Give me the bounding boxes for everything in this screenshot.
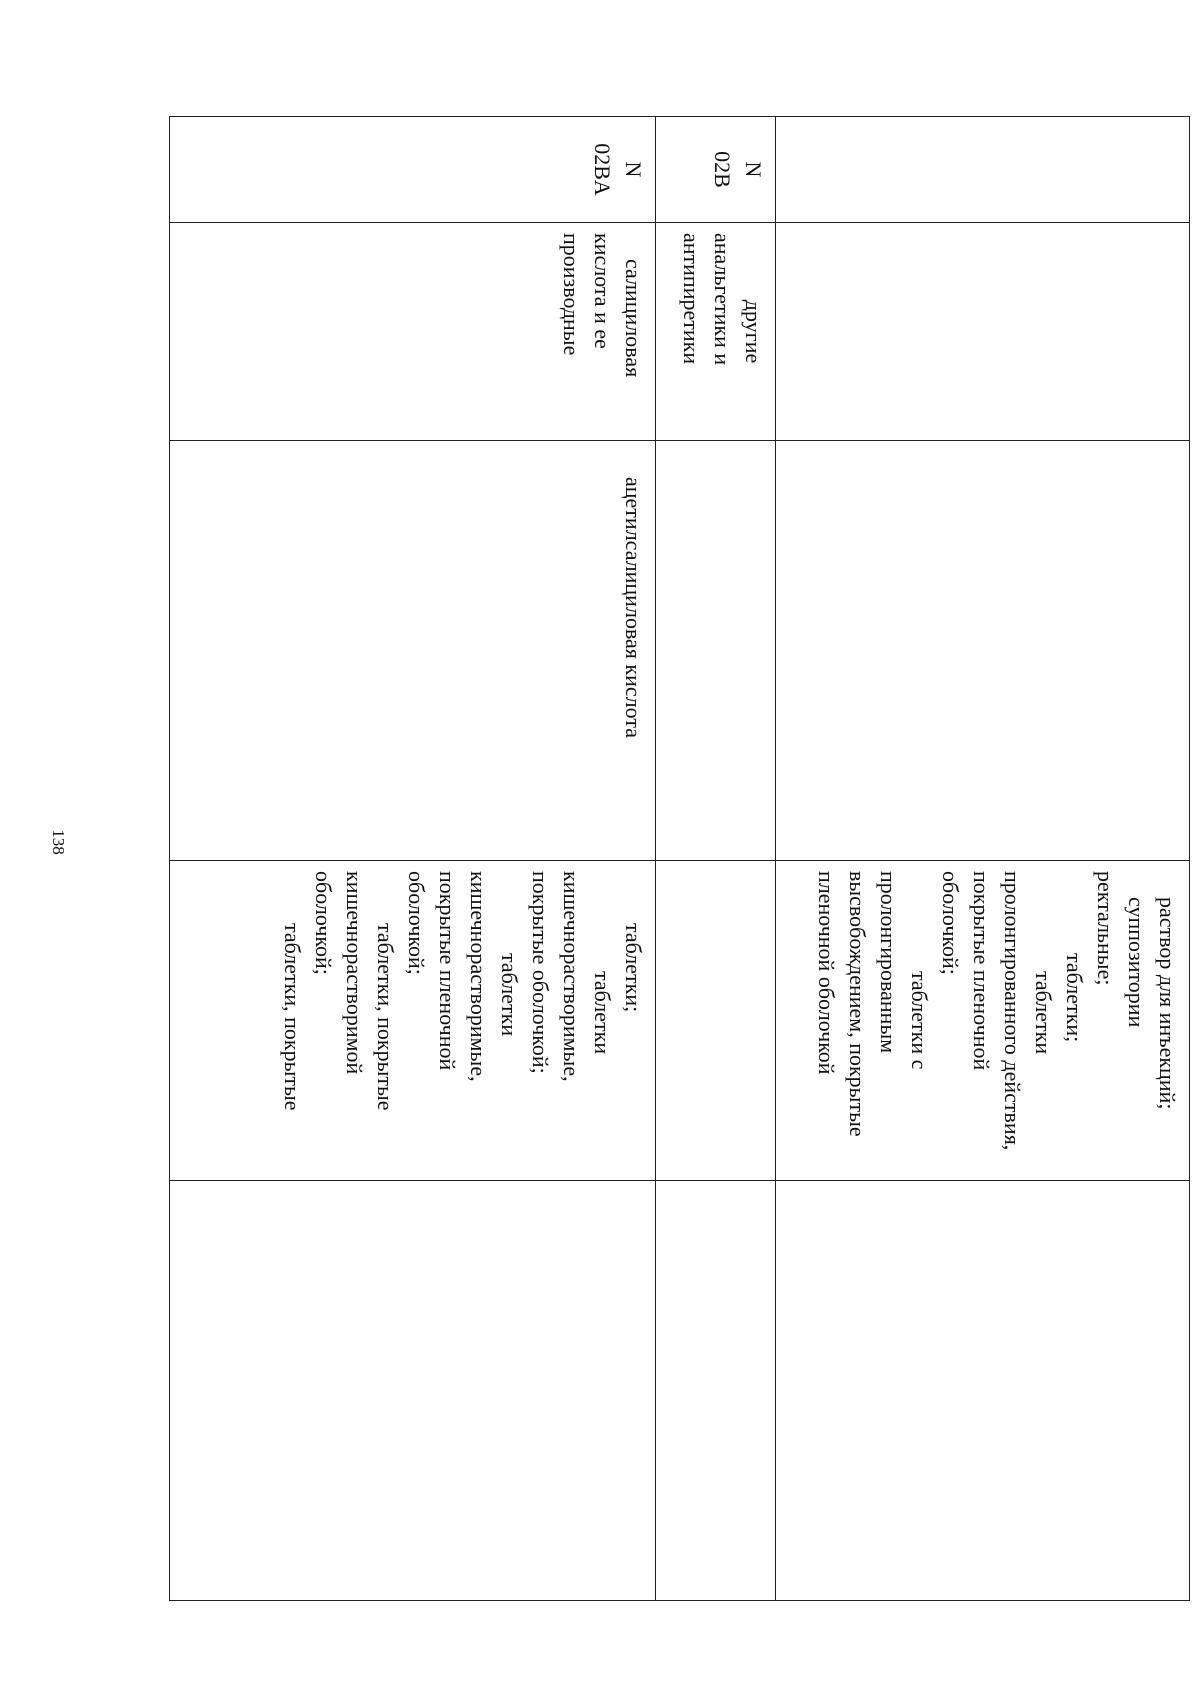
group-cell <box>170 223 656 441</box>
dosage-form-line: ректальные; <box>1093 871 1118 986</box>
page-number: 138 <box>49 829 68 855</box>
dosage-form-line: таблетки; <box>1062 953 1087 1043</box>
dosage-form-line: покрытые пленочной <box>435 871 460 1071</box>
dosage-form-line: оболочкой; <box>938 871 963 975</box>
dosage-form-line: таблетки, покрытые <box>373 923 398 1111</box>
dosage-form-line: кишечнорастворимые, <box>559 871 584 1082</box>
extra-cell <box>170 1181 656 1601</box>
dosage-form-line: раствор для инъекций; <box>1155 897 1180 1110</box>
dosage-forms-cell <box>776 861 1190 1181</box>
dosage-form-line: таблетки <box>1031 971 1056 1055</box>
table-stage <box>170 116 1190 1600</box>
dosage-form-line: таблетки с <box>907 971 932 1070</box>
atc-code-number: 02B <box>710 151 735 188</box>
substance-cell <box>776 441 1190 861</box>
group-name-line: антипиретики <box>679 233 704 365</box>
substance-name: ацетилсалициловая кислота <box>621 477 646 738</box>
dosage-forms-cell <box>170 861 656 1181</box>
dosage-form-line: пролонгированного действия, <box>1000 871 1025 1151</box>
atc-code-cell <box>656 117 776 223</box>
dosage-forms-cell <box>656 861 776 1181</box>
dosage-form-line: кишечнорастворимой <box>342 871 367 1075</box>
dosage-form-line: оболочкой; <box>404 871 429 975</box>
group-cell <box>656 223 776 441</box>
atc-code-letter: N <box>621 161 646 178</box>
atc-code-letter: N <box>741 161 766 178</box>
rotated-table-container <box>170 116 1190 1600</box>
group-name-line: кислота и ее <box>590 233 615 349</box>
table-row <box>170 117 656 1601</box>
table-row <box>656 117 776 1601</box>
dosage-form-line: таблетки <box>497 953 522 1037</box>
dosage-form-line: таблетки; <box>621 923 646 1013</box>
atc-code-cell <box>776 117 1190 223</box>
dosage-form-line: покрытые оболочкой; <box>528 871 553 1074</box>
dosage-form-line: оболочкой; <box>311 871 336 975</box>
extra-cell <box>776 1181 1190 1601</box>
extra-cell <box>656 1181 776 1601</box>
substance-cell <box>656 441 776 861</box>
dosage-form-line: таблетки <box>590 971 615 1055</box>
atc-code-cell <box>170 117 656 223</box>
dosage-form-line: таблетки, покрытые <box>280 923 305 1111</box>
dosage-form-line: высвобождением, покрытые <box>845 871 870 1137</box>
dosage-form-line: покрытые пленочной <box>969 871 994 1071</box>
table-row <box>776 117 1190 1601</box>
group-name-line: производные <box>559 233 584 356</box>
group-cell <box>776 223 1190 441</box>
dosage-form-line: пленочной оболочкой <box>814 871 839 1075</box>
dosage-form-line: суппозитории <box>1124 897 1149 1028</box>
dosage-form-line: кишечнорастворимые, <box>466 871 491 1082</box>
group-name-line: салициловая <box>621 259 646 378</box>
group-name-line: другие <box>741 299 766 364</box>
drug-register-table <box>169 116 1190 1601</box>
substance-cell <box>170 441 656 861</box>
dosage-form-line: пролонгированным <box>876 871 901 1054</box>
atc-code-number: 02BA <box>590 143 615 196</box>
group-name-line: анальгетики и <box>710 233 735 366</box>
